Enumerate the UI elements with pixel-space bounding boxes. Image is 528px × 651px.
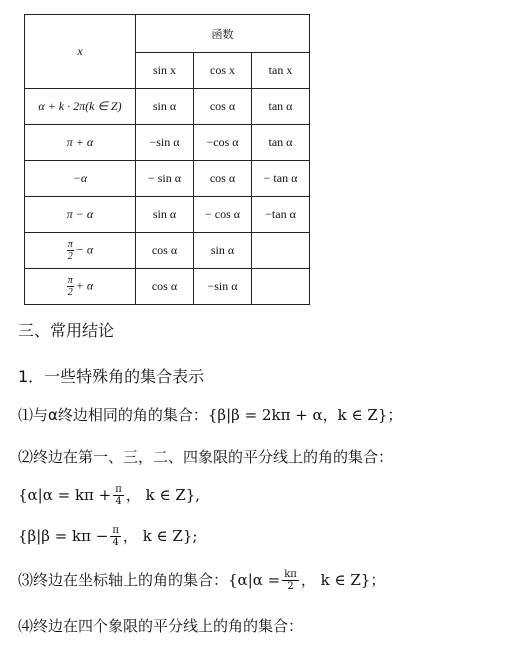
- cell-cos: cos α: [194, 89, 252, 125]
- cell-sin: −sin α: [136, 125, 194, 161]
- equation-2: {β|β = kπ − $\frac{\pi}{4}$ ， k ∈ Z};: [18, 525, 198, 548]
- cell-tan: [252, 269, 310, 305]
- section-title: 三、常用结论: [18, 321, 115, 340]
- cell-cos: −sin α: [194, 269, 252, 305]
- header-cos: cos x: [194, 53, 252, 89]
- paragraph-4: ⑷终边在四个象限的平分线上的角的集合：: [18, 617, 304, 635]
- table-row: [25, 89, 310, 125]
- row-label: π − α: [25, 197, 136, 233]
- item-heading: 1．一些特殊角的集合表示: [18, 367, 205, 386]
- set-expression: {β|β = 2kπ + α，k ∈ Z}；: [207, 406, 403, 424]
- paragraph-3: ⑶终边在坐标轴上的角的集合：{α|α = $\frac{k\pi}{2}$ ， k ∈ Z}；: [18, 569, 386, 592]
- cell-cos: −cos α: [194, 125, 252, 161]
- fraction: $\frac{\pi}{4}$: [115, 484, 122, 507]
- header-x: x: [25, 15, 136, 89]
- cell-sin: − sin α: [136, 161, 194, 197]
- table-row: [25, 125, 310, 161]
- fraction: $\frac{k\pi}{2}$: [284, 569, 297, 592]
- fraction: $\frac{\pi}{2}$: [67, 275, 73, 298]
- cell-sin: sin α: [136, 197, 194, 233]
- row-label: $\frac{\pi}{2}$ + α: [25, 269, 136, 305]
- cell-sin: sin α: [136, 89, 194, 125]
- cell-cos: − cos α: [194, 197, 252, 233]
- table-row: [25, 161, 310, 197]
- cell-sin: cos α: [136, 269, 194, 305]
- header-tan: tan x: [252, 53, 310, 89]
- cell-tan: tan α: [252, 125, 310, 161]
- row-label: −α: [25, 161, 136, 197]
- row-label: π + α: [25, 125, 136, 161]
- cell-tan: tan α: [252, 89, 310, 125]
- header-sin: sin x: [136, 53, 194, 89]
- fraction: $\frac{\pi}{2}$: [67, 239, 73, 262]
- paragraph-1: ⑴与α终边相同的角的集合：{β|β = 2kπ + α，k ∈ Z}；: [18, 406, 403, 424]
- table-row: [25, 233, 310, 269]
- row-label: $\frac{\pi}{2}$ − α: [25, 233, 136, 269]
- table-row: [25, 197, 310, 233]
- header-function: 函数: [136, 15, 310, 53]
- cell-tan: [252, 233, 310, 269]
- row-label: α + k · 2π(k ∈ Z): [25, 89, 136, 125]
- paragraph-2: ⑵终边在第一、三，二、四象限的平分线上的角的集合：: [18, 448, 394, 466]
- cell-tan: −tan α: [252, 197, 310, 233]
- cell-cos: cos α: [194, 161, 252, 197]
- table-row: [25, 269, 310, 305]
- equation-1: {α|α = kπ + $\frac{\pi}{4}$ ， k ∈ Z},: [18, 484, 201, 507]
- cell-cos: sin α: [194, 233, 252, 269]
- fraction: $\frac{\pi}{4}$: [112, 525, 119, 548]
- cell-tan: − tan α: [252, 161, 310, 197]
- trig-induction-table: [24, 14, 310, 305]
- cell-sin: cos α: [136, 233, 194, 269]
